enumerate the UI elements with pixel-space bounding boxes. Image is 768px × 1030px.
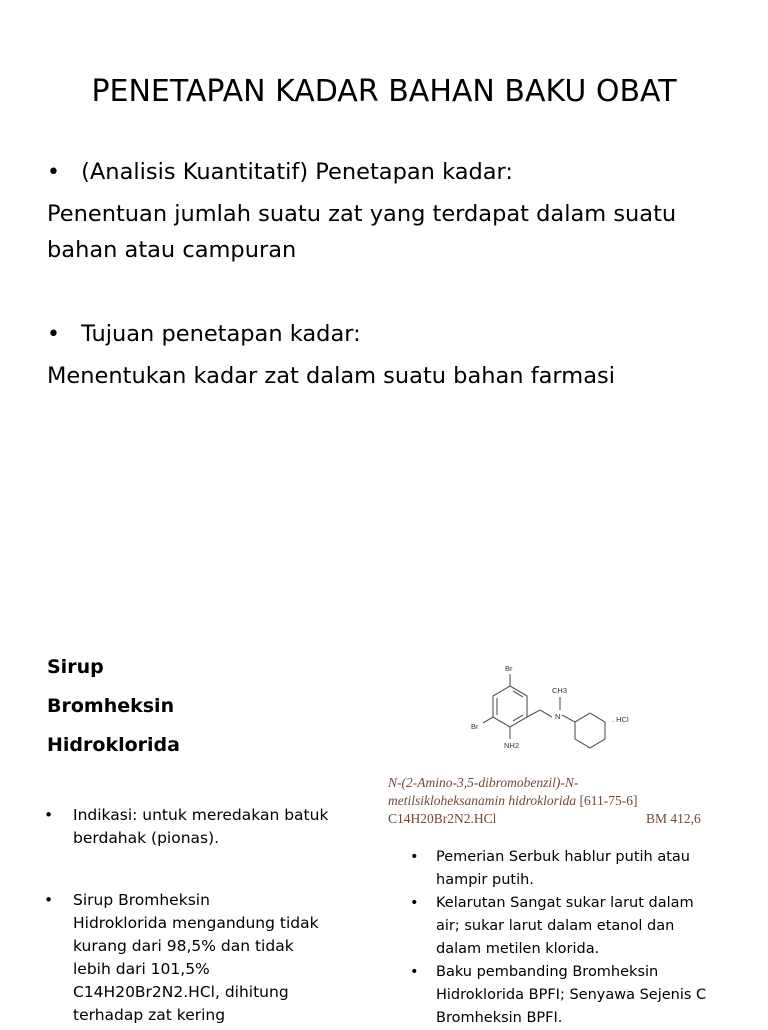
- definition-line-2: bahan atau campuran: [47, 237, 297, 263]
- baku-line: Hidroklorida BPFI; Senyawa Sejenis C: [436, 987, 707, 1003]
- bullet-analisis-text: (Analisis Kuantitatif) Penetapan kadar:: [81, 159, 513, 185]
- kandungan-line: lebih dari 101,5%: [73, 960, 210, 978]
- compound-name-italic: metilsikloheksanamin hidroklorida: [388, 793, 577, 808]
- baku-line: Baku pembanding Bromheksin: [436, 964, 659, 980]
- bullet-dot: •: [47, 160, 60, 185]
- label-nh2: NH2: [504, 741, 520, 750]
- pemerian-line: Pemerian Serbuk hablur putih atau: [436, 849, 690, 865]
- kandungan-line: kurang dari 98,5% dan tidak: [73, 937, 294, 955]
- kandungan-line: terhadap zat kering: [73, 1006, 226, 1024]
- label-n: N: [555, 712, 561, 721]
- definition-line-1: Penentuan jumlah suatu zat yang terdapat dalam suatu: [47, 201, 677, 227]
- bullet-dot: •: [44, 891, 54, 909]
- bullet-dot: •: [44, 806, 54, 824]
- kandungan-line: Hidroklorida mengandung tidak: [73, 914, 319, 932]
- label-ch3: CH3: [552, 686, 568, 695]
- benzene-ring: [493, 686, 527, 727]
- bullet-tujuan-text: Tujuan penetapan kadar:: [81, 321, 361, 347]
- heading-bromheksin: Bromheksin: [47, 695, 175, 717]
- compound-name-text: N-(2-Amino-3,5-dibromobenzil)-N-: [388, 775, 579, 790]
- kandungan-line: C14H20Br2N2.HCl, dihitung: [73, 983, 289, 1001]
- kandungan-line: Sirup Bromheksin: [73, 891, 210, 909]
- cyclohexane-ring: [575, 713, 605, 748]
- pemerian-line: hampir putih.: [436, 872, 534, 888]
- bullet-analisis: [47, 155, 513, 190]
- molecular-weight: BM 412,6: [646, 811, 701, 826]
- heading-sirup: Sirup: [47, 656, 104, 678]
- bullet-kelarutan: [410, 892, 762, 961]
- compound-name-line-2: [388, 792, 637, 810]
- bullet-dot: •: [410, 895, 419, 911]
- bullet-dot: •: [410, 849, 419, 865]
- baku-line: Bromheksin BPFI.: [436, 1010, 563, 1026]
- label-br-top: Br: [505, 664, 513, 673]
- bullet-indikasi: [44, 804, 374, 850]
- kelarutan-line: air; sukar larut dalam etanol dan: [436, 918, 675, 934]
- label-hcl: . HCl: [612, 715, 629, 724]
- compound-name-line-1: [388, 774, 578, 792]
- tujuan-line: Menentukan kadar zat dalam suatu bahan farmasi: [47, 363, 615, 389]
- bullet-dot: •: [47, 322, 60, 347]
- kelarutan-line: dalam metilen klorida.: [436, 941, 600, 957]
- bromhexine-structure: [460, 660, 660, 770]
- bullet-dot: •: [410, 964, 419, 980]
- bullet-kandungan: [44, 889, 374, 1027]
- bullet-baku-pembanding: [410, 961, 762, 1030]
- cas-number: [611-75-6]: [579, 793, 638, 808]
- indikasi-line-2: berdahak (pionas).: [73, 829, 220, 847]
- indikasi-line-1: Indikasi: untuk meredakan batuk: [73, 806, 329, 824]
- molecular-formula: C14H20Br2N2.HCl: [388, 811, 497, 826]
- label-br-left: Br: [471, 722, 479, 731]
- kelarutan-line: Kelarutan Sangat sukar larut dalam: [436, 895, 694, 911]
- bullet-pemerian: [410, 846, 762, 892]
- page-title: PENETAPAN KADAR BAHAN BAKU OBAT: [91, 74, 677, 109]
- heading-hidroklorida: Hidroklorida: [47, 734, 180, 756]
- bullet-tujuan: [47, 317, 361, 352]
